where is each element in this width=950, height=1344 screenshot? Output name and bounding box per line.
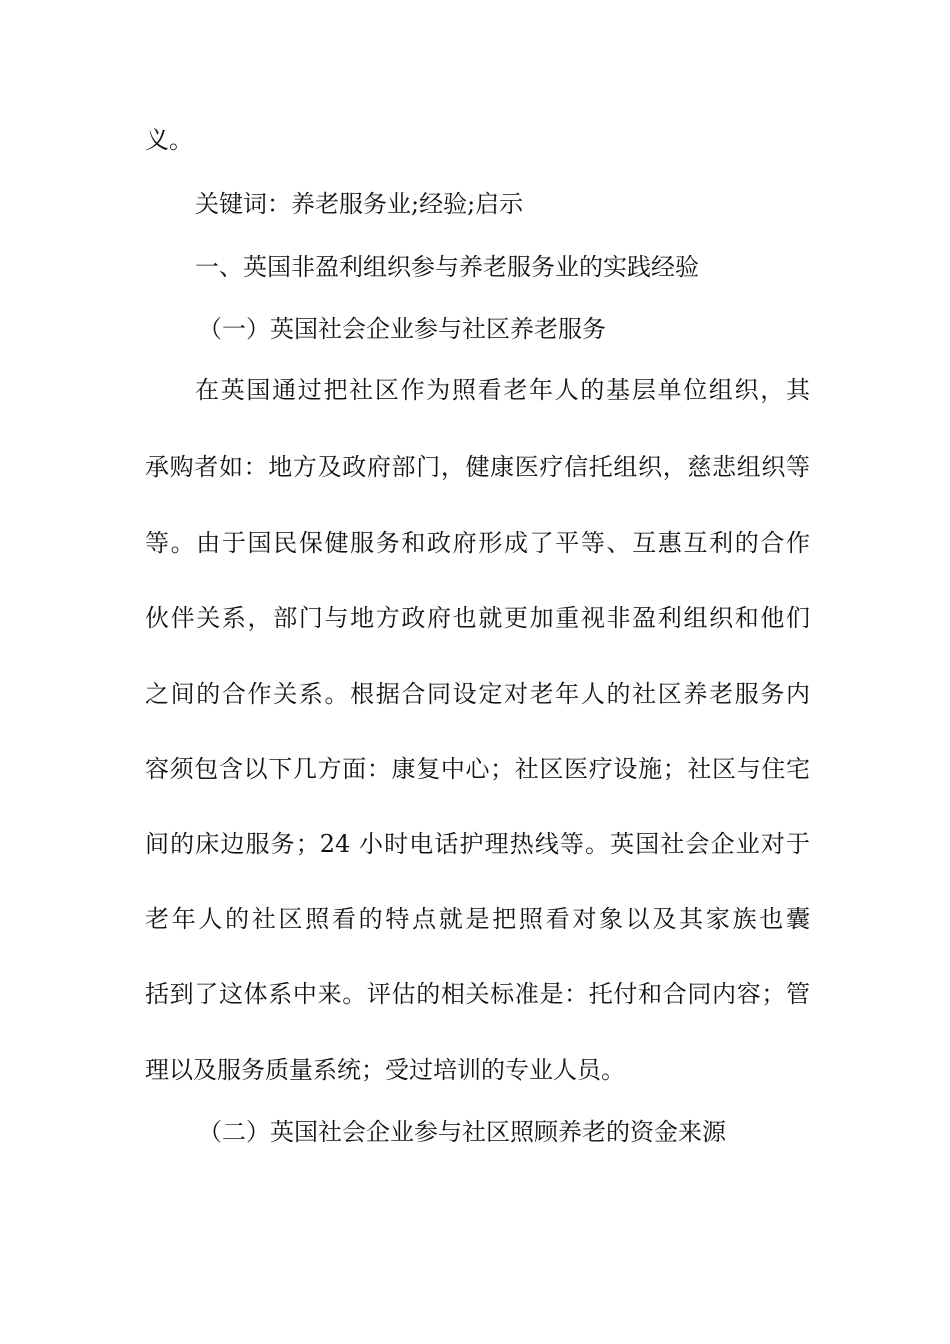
body-line-6: 容须包含以下几方面：康复中心；社区医疗设施；社区与住宅 [145,755,810,783]
body-line-5: 之间的合作关系。根据合同设定对老年人的社区养老服务内 [145,680,810,708]
body-line-8: 老年人的社区照看的特点就是把照看对象以及其家族也囊 [145,905,810,933]
section-heading: 一、英国非盈利组织参与养老服务业的实践经验 [195,253,699,281]
subsection-heading-1: （一）英国社会企业参与社区养老服务 [198,315,606,343]
body-line-7: 间的床边服务；24 小时电话护理热线等。英国社会企业对于 [145,830,810,858]
subsection-heading-2: （二）英国社会企业参与社区照顾养老的资金来源 [198,1118,726,1146]
body-line-1: 在英国通过把社区作为照看老年人的基层单位组织，其 [195,376,810,404]
body-line-2: 承购者如：地方及政府部门，健康医疗信托组织，慈悲组织等 [145,453,810,481]
body-line-10: 理以及服务质量系统；受过培训的专业人员。 [145,1056,625,1084]
body-line-9: 括到了这体系中来。评估的相关标准是：托付和合同内容；管 [145,980,810,1008]
body-line-4: 伙伴关系，部门与地方政府也就更加重视非盈利组织和他们 [145,604,810,632]
paragraph-tail-line: 义。 [145,126,193,154]
keywords-line: 关键词：养老服务业;经验;启示 [195,190,524,218]
body-line-3: 等。由于国民保健服务和政府形成了平等、互惠互利的合作 [145,529,810,557]
